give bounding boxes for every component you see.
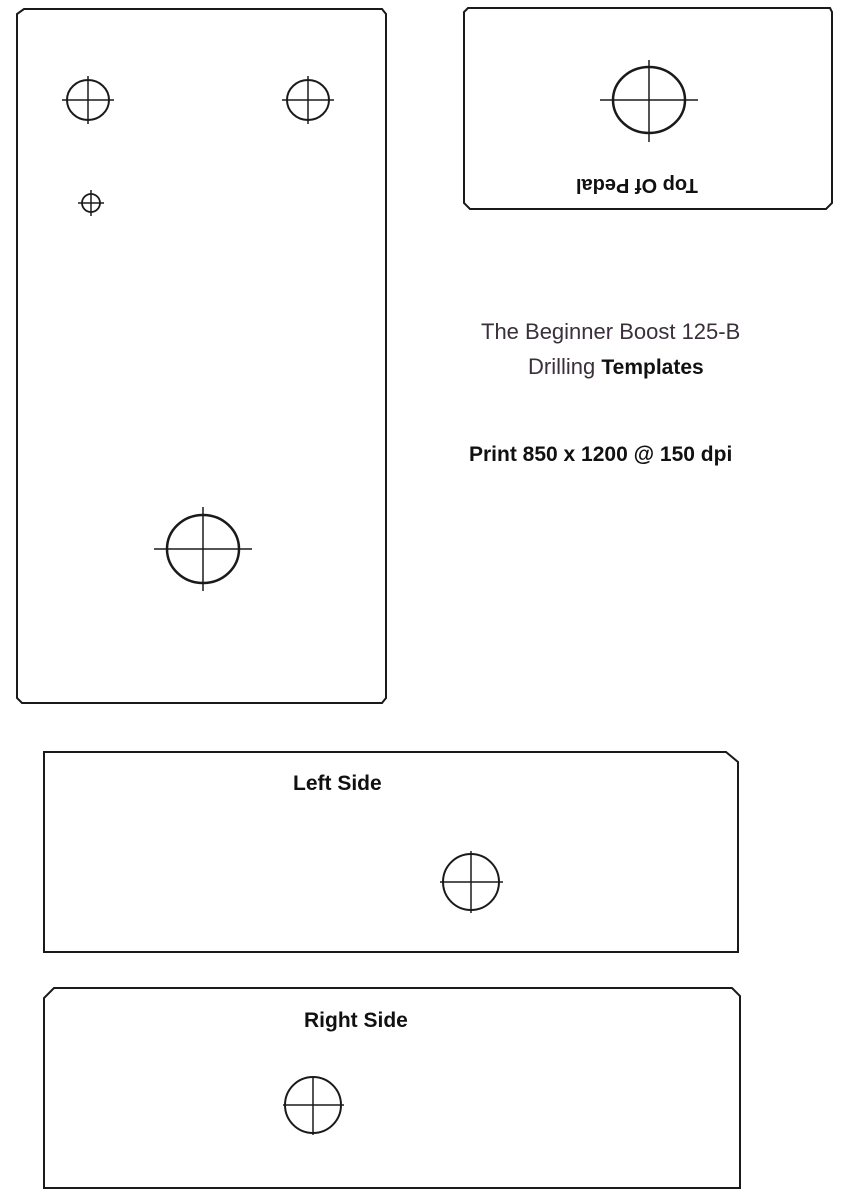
drill-mark-input-jack	[440, 851, 503, 913]
print-instructions: Print 850 x 1200 @ 150 dpi	[469, 443, 733, 466]
drill-mark-footswitch	[154, 507, 252, 591]
template-title: The Beginner Boost 125-B	[481, 319, 741, 344]
template-subtitle	[528, 354, 704, 380]
left-side-panel	[44, 752, 738, 952]
right-side-label: Right Side	[304, 1009, 408, 1032]
left-side-label: Left Side	[293, 772, 382, 795]
drill-mark-top-jack	[600, 60, 698, 142]
subtitle-templates: Templates	[601, 356, 704, 379]
subtitle-drilling: Drilling	[528, 354, 596, 379]
drill-mark-top-left	[62, 76, 114, 124]
drill-mark-led	[78, 190, 104, 216]
drill-mark-output-jack	[283, 1076, 344, 1135]
drill-mark-top-right	[282, 76, 334, 124]
top-panel-label: Top Of Pedal	[576, 174, 698, 196]
